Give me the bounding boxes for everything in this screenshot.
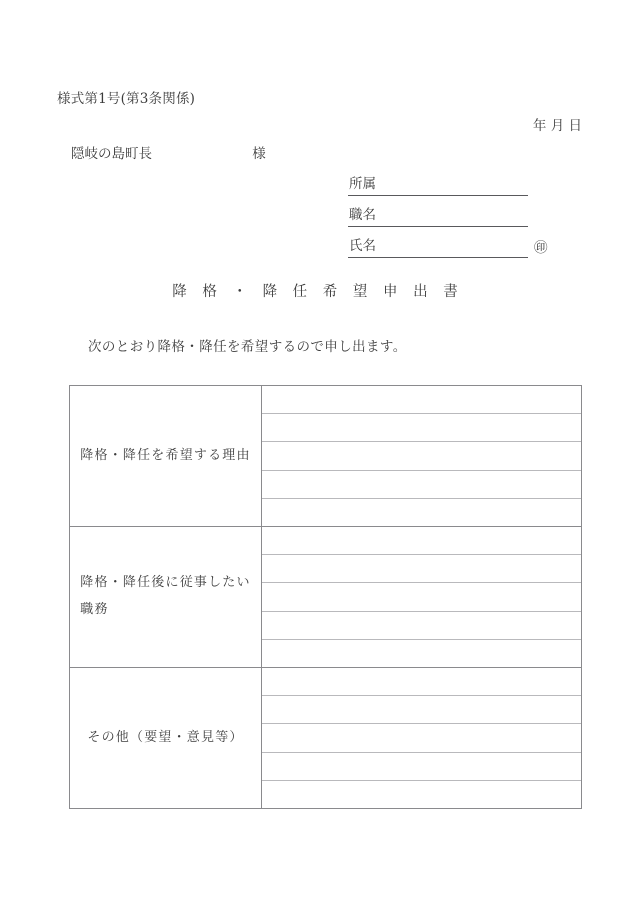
writing-line[interactable] [262,668,581,696]
date-day-label: 日 [568,118,582,134]
rule-stack [262,386,581,526]
name-field[interactable] [348,232,548,258]
name-label: 氏名 [349,238,376,254]
form-number: 様式第1号(第3条関係) [57,91,196,107]
affiliation-field[interactable] [348,170,528,196]
writing-line[interactable] [262,471,581,499]
table-row [70,668,582,809]
writing-line[interactable] [262,753,581,781]
other-label: その他（要望・意見等） [87,729,244,745]
seal-icon: ㊞ [534,239,548,256]
date-year-label: 年 [532,118,547,134]
writing-line[interactable] [262,781,581,808]
writing-line[interactable] [262,696,581,724]
rule-stack [262,668,581,808]
desired-duty-input-cell[interactable] [262,527,582,668]
writing-line[interactable] [262,527,581,555]
addressee-name: 隠岐の島町長 [71,146,152,162]
desired-duty-label-line1: 降格・降任後に従事したい [80,575,251,591]
writing-line[interactable] [262,612,581,640]
desired-duty-label-line2: 職務 [80,602,109,617]
job-title-field[interactable] [348,201,528,227]
writing-line[interactable] [262,442,581,470]
table-row [70,386,582,527]
writing-line[interactable] [262,640,581,667]
desired-duty-label-cell [70,527,262,668]
date-month-label: 月 [550,118,565,134]
writing-line[interactable] [262,414,581,442]
reason-input-cell[interactable] [262,386,582,527]
other-label-cell [70,668,262,809]
addressee [71,142,266,162]
reason-label: 降格・降任を希望する理由 [80,447,251,463]
intro-text: 次のとおり降格・降任を希望するので申し出ます。 [88,339,407,355]
writing-line[interactable] [262,386,581,414]
writing-line[interactable] [262,583,581,611]
other-input-cell[interactable] [262,668,582,809]
request-table [69,385,582,809]
table-row [70,527,582,668]
desired-duty-label [80,570,250,623]
writing-line[interactable] [262,724,581,752]
affiliation-label: 所属 [349,176,376,192]
date-line [0,114,582,134]
rule-stack [262,527,581,667]
page-title: 降 格 ・ 降 任 希 望 申 出 書 [172,284,464,300]
signer-block [348,170,548,258]
reason-label-cell [70,386,262,527]
writing-line[interactable] [262,499,581,526]
job-title-label: 職名 [349,207,376,223]
addressee-honorific: 様 [252,146,266,162]
writing-line[interactable] [262,555,581,583]
